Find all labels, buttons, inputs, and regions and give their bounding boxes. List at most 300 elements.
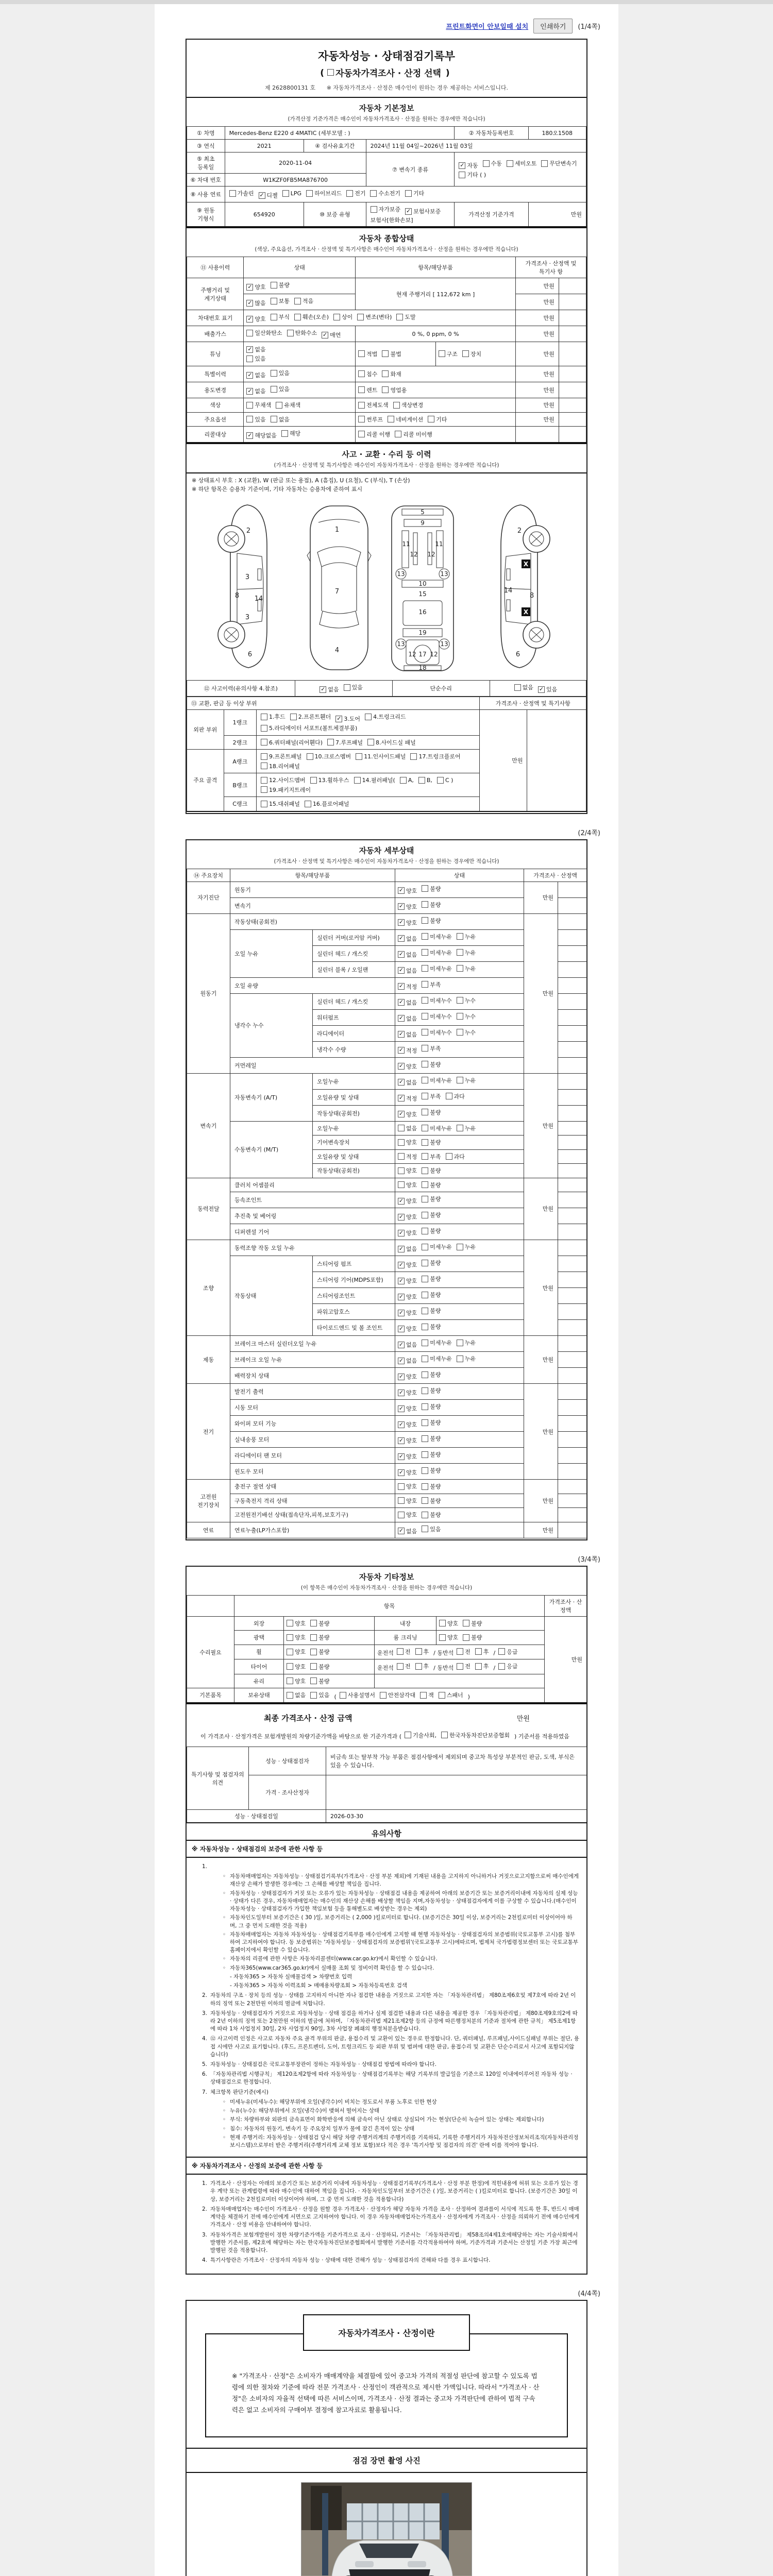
- checkbox[interactable]: [398, 1497, 405, 1504]
- checkbox[interactable]: [457, 1355, 463, 1362]
- checkbox[interactable]: [422, 1355, 428, 1362]
- checkbox-label: 불량: [430, 1435, 441, 1442]
- checkbox[interactable]: ✓: [398, 1309, 404, 1316]
- checkbox[interactable]: ✓: [398, 1094, 404, 1101]
- checkbox[interactable]: [422, 1045, 428, 1052]
- checkbox[interactable]: [422, 1387, 428, 1394]
- checkbox[interactable]: [294, 298, 301, 304]
- checkbox[interactable]: [358, 386, 365, 393]
- checkbox[interactable]: ✓: [398, 1357, 404, 1364]
- checkbox[interactable]: [370, 190, 377, 197]
- checkbox-option: [287, 1663, 306, 1671]
- checkbox[interactable]: ✓: [398, 1372, 404, 1380]
- checkbox[interactable]: [422, 965, 428, 972]
- checkbox[interactable]: [422, 1093, 428, 1099]
- install-print-helper-link[interactable]: 프린트화면이 안보일때 설치: [446, 23, 529, 31]
- checkbox[interactable]: [287, 1677, 293, 1684]
- checkbox[interactable]: [397, 1663, 404, 1670]
- checkbox[interactable]: [422, 1371, 428, 1378]
- checkbox-label: 누유: [464, 933, 476, 940]
- checkbox[interactable]: [246, 402, 253, 409]
- checkbox[interactable]: ✓: [398, 951, 404, 957]
- checkbox[interactable]: ✓: [398, 1213, 404, 1220]
- checkbox[interactable]: ✓: [337, 715, 342, 722]
- document-sheet: [155, 4, 618, 2576]
- checkbox[interactable]: [422, 1029, 428, 1036]
- checkbox-label: 후: [423, 1648, 429, 1655]
- checkbox[interactable]: [261, 739, 267, 745]
- checkbox[interactable]: [462, 350, 469, 357]
- checkbox[interactable]: [398, 1139, 405, 1146]
- checkbox[interactable]: [422, 1512, 428, 1518]
- checkbox[interactable]: [420, 1692, 427, 1699]
- checkbox[interactable]: [276, 402, 282, 409]
- checkbox[interactable]: ✓: [398, 1014, 404, 1021]
- checkbox-label: 15.대쉬패널: [268, 801, 300, 807]
- checkbox-label: 렌트: [366, 386, 378, 394]
- checkbox[interactable]: [439, 350, 445, 357]
- checkbox-label: 변조(변타): [365, 314, 392, 320]
- checkbox[interactable]: [439, 1692, 445, 1699]
- transmission-checks: [455, 152, 586, 187]
- checkbox[interactable]: ✓: [398, 1197, 404, 1204]
- checkbox-label: 무채색: [255, 402, 272, 409]
- checkbox[interactable]: [422, 1526, 428, 1532]
- checkbox[interactable]: [422, 1196, 428, 1202]
- checkbox[interactable]: [422, 1483, 428, 1490]
- checkbox[interactable]: [457, 1648, 463, 1655]
- checkbox[interactable]: [422, 1324, 428, 1330]
- checkbox[interactable]: [483, 160, 490, 167]
- checkbox-label: 부족: [430, 1153, 441, 1160]
- checkbox-option: [310, 776, 349, 784]
- checkbox-label: 미세누수: [430, 1013, 452, 1020]
- checkbox[interactable]: ✓: [247, 371, 253, 378]
- checkbox[interactable]: [287, 1649, 293, 1655]
- checkbox[interactable]: [246, 330, 253, 336]
- checkbox[interactable]: [405, 1732, 411, 1738]
- checkbox-option: [422, 1259, 441, 1267]
- checkbox[interactable]: [287, 1634, 293, 1641]
- checkbox-option: [305, 800, 349, 808]
- checkbox[interactable]: ✓: [321, 685, 326, 692]
- checkbox[interactable]: [446, 1093, 452, 1099]
- checkbox[interactable]: [422, 901, 428, 908]
- checkbox[interactable]: [507, 160, 513, 167]
- checkbox-label: 응급: [507, 1648, 518, 1655]
- checkbox[interactable]: [310, 1620, 317, 1626]
- checkbox-option: [422, 1092, 441, 1100]
- checkbox[interactable]: [422, 1276, 428, 1282]
- checkbox[interactable]: [422, 1153, 428, 1160]
- checkbox[interactable]: [271, 416, 277, 422]
- checkbox[interactable]: [294, 314, 301, 320]
- checkbox[interactable]: ✓: [247, 345, 253, 352]
- checkbox[interactable]: [346, 190, 353, 197]
- checkbox-option: [398, 1124, 417, 1132]
- panel-number-label: 2: [246, 527, 251, 535]
- checkbox[interactable]: [287, 330, 294, 336]
- checkbox[interactable]: [398, 1181, 405, 1188]
- checkbox[interactable]: [422, 949, 428, 956]
- checkbox[interactable]: ✓: [398, 1078, 404, 1085]
- checkbox[interactable]: ✓: [398, 982, 404, 989]
- checkbox[interactable]: ✓: [398, 1341, 404, 1348]
- panel-number-label: 17: [418, 651, 427, 658]
- checkbox[interactable]: ✓: [398, 887, 404, 893]
- checkbox[interactable]: [422, 1467, 428, 1474]
- checkbox[interactable]: [422, 1340, 428, 1346]
- checkbox[interactable]: [305, 801, 311, 807]
- checkbox[interactable]: [358, 350, 365, 357]
- comprehensive-table: [187, 257, 586, 443]
- checkbox-label: 후: [483, 1663, 489, 1670]
- checkbox[interactable]: [439, 1620, 446, 1626]
- checkbox[interactable]: [382, 350, 389, 357]
- checkbox[interactable]: [422, 933, 428, 940]
- checkbox[interactable]: [498, 1663, 505, 1670]
- checkbox-label: 불량: [430, 1109, 441, 1116]
- checkbox[interactable]: [358, 431, 365, 437]
- checkbox-option: [463, 1633, 482, 1641]
- checkbox[interactable]: [365, 714, 372, 720]
- checkbox[interactable]: [541, 160, 548, 167]
- checkbox[interactable]: [422, 1292, 428, 1298]
- checkbox[interactable]: [371, 206, 377, 213]
- checkbox[interactable]: [287, 1692, 293, 1699]
- checkbox[interactable]: ✓: [398, 1293, 404, 1300]
- checkbox[interactable]: [457, 1077, 463, 1083]
- checkbox[interactable]: [514, 684, 521, 691]
- checkbox-option: [422, 1338, 452, 1347]
- checkbox[interactable]: ✓: [398, 1062, 404, 1069]
- checkbox-option: [415, 1648, 429, 1656]
- checkbox[interactable]: [422, 1125, 428, 1131]
- checkbox[interactable]: [398, 1153, 405, 1160]
- checkbox[interactable]: [261, 786, 267, 793]
- table-row: 특별이력 ✓ 없음 있음 침수 화재 만원: [187, 366, 586, 382]
- checkbox[interactable]: [457, 1125, 463, 1131]
- checkbox[interactable]: ✓: [539, 685, 544, 692]
- checkbox[interactable]: ✓: [398, 1030, 404, 1037]
- checkbox[interactable]: [246, 416, 253, 422]
- checkbox[interactable]: [422, 1013, 428, 1020]
- checkbox[interactable]: [358, 402, 365, 409]
- checkbox[interactable]: ✓: [398, 967, 404, 973]
- checkbox[interactable]: [388, 416, 394, 422]
- checkbox[interactable]: [310, 1677, 317, 1684]
- checkbox[interactable]: [422, 1497, 428, 1504]
- checkbox[interactable]: [344, 684, 350, 691]
- checkbox-option: [287, 1691, 306, 1699]
- checkbox[interactable]: [457, 965, 463, 972]
- checkbox[interactable]: ✓: [398, 1468, 404, 1476]
- checkbox[interactable]: [422, 1109, 428, 1115]
- checkbox[interactable]: [398, 1483, 405, 1490]
- checkbox[interactable]: [246, 355, 253, 362]
- checkbox-option: [422, 1525, 441, 1533]
- panel-number-label: 10: [418, 580, 427, 587]
- checkbox[interactable]: [287, 1663, 293, 1670]
- checkbox[interactable]: [457, 1013, 463, 1020]
- checkbox[interactable]: [398, 1125, 405, 1131]
- checkbox[interactable]: [261, 777, 267, 784]
- checkbox-option: [439, 1691, 463, 1699]
- checkbox[interactable]: [261, 762, 267, 769]
- checkbox[interactable]: ✓: [398, 1110, 404, 1117]
- checkbox[interactable]: [441, 1732, 448, 1738]
- checkbox[interactable]: [310, 1663, 317, 1670]
- notice-item: 1.: [201, 1863, 207, 1870]
- checkbox[interactable]: [287, 1620, 293, 1626]
- checkbox[interactable]: [358, 370, 365, 377]
- checkbox[interactable]: [422, 997, 428, 1004]
- checkbox-label: 탄화수소: [295, 330, 317, 336]
- checkbox[interactable]: [422, 981, 428, 988]
- checkbox-option: [261, 776, 306, 784]
- checkbox[interactable]: [310, 777, 317, 784]
- checkbox[interactable]: [422, 1308, 428, 1314]
- checkbox[interactable]: ✓: [398, 1436, 404, 1444]
- checkbox-option: [397, 1662, 411, 1670]
- checkbox[interactable]: ✓: [247, 283, 253, 290]
- checkbox[interactable]: [422, 1244, 428, 1250]
- accident-note: (가격조사 · 산정액 및 특기사항은 매수인이 자동차가격조사 · 산정을 원하는 경우에만 적습니다): [274, 462, 499, 468]
- checkbox[interactable]: ✓: [398, 1527, 404, 1534]
- detail-row: 브레이크 오일 누유 ✓ 없음 미세누유 누유: [187, 1352, 587, 1368]
- checkbox-option: [398, 1229, 417, 1237]
- checkbox[interactable]: [415, 1663, 422, 1670]
- detail-row: 워터펌프 ✓ 없음 미세누수 누수: [187, 1009, 587, 1025]
- checkbox[interactable]: [382, 370, 389, 377]
- checkbox[interactable]: ✓: [259, 191, 264, 198]
- checkbox[interactable]: ✓: [398, 1261, 404, 1268]
- checkbox[interactable]: [457, 1340, 463, 1346]
- checkbox[interactable]: ✓: [398, 1229, 404, 1236]
- checkbox[interactable]: [396, 314, 403, 320]
- checkbox[interactable]: [422, 1260, 428, 1266]
- rank-row: B랭크 12.사이드멤버 13.휠하우스 14.필러패널( A, B, C ) 19.패키지트레이: [187, 773, 586, 797]
- checkbox[interactable]: [340, 1692, 346, 1699]
- checkbox[interactable]: [422, 1167, 428, 1174]
- plain-token: 보험사[한화손보]: [370, 217, 413, 224]
- checkbox[interactable]: ✓: [398, 998, 404, 1005]
- checkbox[interactable]: [422, 1403, 428, 1410]
- checkbox[interactable]: ✓: [460, 161, 465, 168]
- checkbox[interactable]: [271, 370, 277, 377]
- checkbox-label: 양호: [406, 1469, 417, 1476]
- checkbox[interactable]: ✓: [322, 331, 328, 338]
- table-row: 휠 양호 불량 운전석 전 후 / 동반석 전 후 / 응급: [187, 1645, 587, 1659]
- checkbox[interactable]: [457, 1244, 463, 1250]
- checkbox-label: 양호: [406, 1453, 417, 1460]
- checkbox[interactable]: [397, 1648, 404, 1655]
- checkbox[interactable]: [354, 777, 361, 784]
- checkbox[interactable]: [415, 1648, 422, 1655]
- checkbox[interactable]: [422, 885, 428, 892]
- checkbox-label: 불량: [318, 1649, 330, 1655]
- checkbox-option: [457, 1354, 476, 1363]
- checkbox[interactable]: [422, 1139, 428, 1146]
- checkbox[interactable]: [422, 1061, 428, 1067]
- checkbox[interactable]: [307, 753, 313, 760]
- checkbox[interactable]: [282, 190, 289, 197]
- checkbox[interactable]: [400, 777, 407, 784]
- checkbox[interactable]: [463, 1634, 469, 1641]
- checkbox[interactable]: [327, 739, 334, 745]
- checkbox[interactable]: [457, 933, 463, 940]
- table-row: 색상 무채색 유채색 전체도색 색상변경 만원: [187, 398, 586, 413]
- checkbox[interactable]: [457, 949, 463, 956]
- checkbox[interactable]: [281, 430, 288, 437]
- checkbox-label: 양호: [406, 1139, 417, 1146]
- checkbox-label: 미세누유: [430, 1125, 452, 1132]
- checkbox[interactable]: [422, 1435, 428, 1442]
- checkbox[interactable]: [310, 1649, 317, 1655]
- checkbox-option: [422, 917, 441, 925]
- checkbox-label: 미세누유: [430, 965, 452, 972]
- checkbox[interactable]: [229, 190, 236, 197]
- checkbox-option: [229, 189, 254, 197]
- checkbox-option: [428, 415, 447, 423]
- panel-number-label: 13: [397, 570, 405, 578]
- checkbox-option: [400, 777, 414, 784]
- detail-row: 커먼레일 ✓ 양호 불량: [187, 1057, 587, 1073]
- checkbox[interactable]: [398, 1512, 405, 1518]
- checkbox[interactable]: ✓: [398, 1420, 404, 1428]
- checkbox-label: 수동: [491, 160, 502, 167]
- checkbox-option: [446, 1092, 465, 1100]
- checkbox[interactable]: [418, 777, 425, 784]
- checkbox[interactable]: ✓: [406, 207, 411, 214]
- checkbox-option: [371, 205, 401, 213]
- checkbox[interactable]: [463, 1620, 469, 1626]
- checkbox[interactable]: [356, 753, 362, 760]
- checkbox-option: [246, 401, 271, 409]
- checkbox[interactable]: [333, 314, 340, 320]
- checkbox[interactable]: ✓: [398, 903, 404, 909]
- checkbox[interactable]: [271, 314, 277, 320]
- checkbox-label: 영업용: [390, 386, 407, 394]
- checkbox-option: [463, 1619, 482, 1628]
- checkbox[interactable]: [310, 1692, 317, 1699]
- checkbox-label: 보험사보증: [413, 208, 441, 215]
- checkbox-option: [457, 1076, 476, 1084]
- checkbox[interactable]: [261, 725, 267, 732]
- checkbox-option: [422, 933, 452, 941]
- checkbox[interactable]: [395, 431, 401, 437]
- checkbox-label: 누유: [464, 1355, 476, 1362]
- checkbox[interactable]: ✓: [398, 1404, 404, 1412]
- checkbox-label: A,: [408, 776, 414, 784]
- checkbox[interactable]: [498, 1648, 505, 1655]
- checkbox[interactable]: ✓: [398, 919, 404, 925]
- notice-sub-item: ◦ 현재 주행거리: 자동차성능 · 상태점검 당시 해당 차량 주행거리계의 주행거리를 기록하되, 기록한 주행거리가 자동차전산정보처리조직(자동차관리정보시스템)으로부터 받은 주행거리(주행거리계 교체 정보 포함)보다 적은 경우 '특기사항 및 점검자의 의견' 란에 이를 적어야 합니다.: [223, 2134, 579, 2148]
- checkbox[interactable]: ✓: [247, 431, 253, 438]
- checkbox[interactable]: ✓: [398, 1277, 404, 1284]
- checkbox-option: [398, 967, 417, 975]
- checkbox-label: 18.리어패널: [268, 762, 300, 770]
- checkbox[interactable]: [439, 1634, 446, 1641]
- checkbox[interactable]: [422, 1077, 428, 1083]
- checkbox[interactable]: [380, 1692, 386, 1699]
- checkbox-label: 양호: [406, 1214, 417, 1221]
- checkbox[interactable]: [271, 386, 277, 393]
- checkbox-label: 기타: [413, 190, 425, 197]
- checkbox[interactable]: ✓: [247, 315, 253, 322]
- checkbox[interactable]: [457, 997, 463, 1004]
- checkbox-option: [261, 752, 302, 760]
- checkbox[interactable]: [459, 172, 465, 178]
- checkbox[interactable]: [446, 1153, 452, 1160]
- checkbox[interactable]: ✓: [398, 1046, 404, 1053]
- checkbox[interactable]: [327, 69, 334, 76]
- checkbox[interactable]: [428, 416, 434, 422]
- checkbox[interactable]: ✓: [398, 1452, 404, 1460]
- checkbox[interactable]: [398, 1167, 405, 1174]
- checkbox[interactable]: ✓: [398, 1388, 404, 1396]
- checkbox[interactable]: [367, 739, 374, 745]
- checkbox[interactable]: ✓: [247, 387, 253, 394]
- checkbox-option: [457, 1662, 470, 1670]
- checkbox[interactable]: [475, 1663, 482, 1670]
- checkbox-option: [538, 685, 557, 693]
- checkbox-label: 부족: [430, 981, 441, 988]
- checkbox-label: 자동: [467, 162, 478, 170]
- panel-number-label: 6: [515, 651, 520, 658]
- checkbox[interactable]: [475, 1648, 482, 1655]
- checkbox[interactable]: [422, 1181, 428, 1188]
- checkbox[interactable]: [457, 1029, 463, 1036]
- checkbox[interactable]: [358, 416, 365, 422]
- checkbox[interactable]: [405, 190, 412, 197]
- checkbox[interactable]: [310, 1634, 317, 1641]
- checkbox[interactable]: [261, 714, 267, 720]
- print-button[interactable]: 인쇄하기: [533, 19, 573, 33]
- checkbox-label: 4.트렁크리드: [373, 714, 406, 720]
- checkbox[interactable]: ✓: [398, 935, 404, 941]
- checkbox[interactable]: [457, 1663, 463, 1670]
- checkbox[interactable]: [422, 1419, 428, 1426]
- table-row: 기본품목 보유상태 없음 있음 ( 사용설명서 안전삼각대 잭 스패너 ): [187, 1688, 587, 1703]
- checkbox-option: [422, 1076, 452, 1084]
- first-registration-date: 2020-11-04: [225, 152, 366, 174]
- checkbox-option: [322, 331, 341, 339]
- checkbox[interactable]: ✓: [398, 1245, 404, 1252]
- checkbox[interactable]: ✓: [247, 299, 253, 306]
- checkbox[interactable]: ✓: [398, 1325, 404, 1332]
- checkbox-label: 양호: [255, 284, 266, 291]
- checkbox[interactable]: [271, 298, 277, 304]
- plain-token: ): [467, 1693, 470, 1700]
- checkbox[interactable]: [410, 753, 417, 760]
- notice-sub-item: ◦ 자동차인도일부터 보증기간은 ( 30 )일, 보증거리는 ( 2,000 )킬로미터로 합니다. (보증기간은 30일 이상, 보증거리는 2천킬로미터 이상이어야 하며, 그 중 먼저 도래한 것을 적용): [223, 1914, 573, 1929]
- checkbox[interactable]: [437, 777, 444, 784]
- checkbox[interactable]: [306, 190, 313, 197]
- checkbox[interactable]: [261, 801, 267, 807]
- checkbox[interactable]: [422, 1228, 428, 1234]
- checkbox[interactable]: [357, 314, 364, 320]
- checkbox-label: 미세누유: [430, 1244, 452, 1250]
- checkbox[interactable]: [261, 753, 267, 760]
- checkbox[interactable]: [271, 282, 277, 289]
- checkbox[interactable]: [290, 714, 297, 720]
- checkbox[interactable]: [393, 402, 400, 409]
- checkbox[interactable]: [382, 386, 389, 393]
- checkbox[interactable]: [422, 917, 428, 924]
- checkbox[interactable]: [422, 1451, 428, 1458]
- checkbox[interactable]: [422, 1212, 428, 1218]
